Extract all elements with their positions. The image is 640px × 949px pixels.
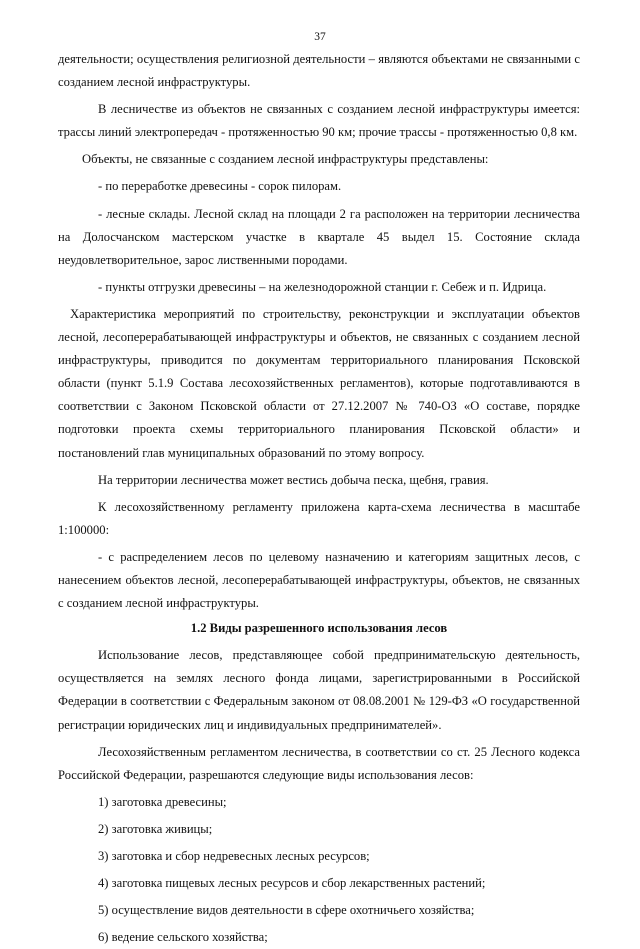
- section-heading: 1.2 Виды разрешенного использования лесов: [190, 621, 448, 636]
- list-item: 5) осуществление видов деятельности в сфере охотничьего хозяйства;: [98, 903, 475, 918]
- paragraph-characteristics: Характеристика мероприятий по строительству, реконструкции и эксплуатации объектов лесной, лесоперерабатывающей инфраструктуры и объектов, не связанных с созданием лесной инфраструктуры, приводится по документам территориального планирования Псковской области (пункт 5.1.9 Состава лесохозяйственных регламентов), которые подготавливаются в соответствии с Законом Псковской области от 27.12.2007 № 740-ОЗ «О составе, порядке подготовки проекта схемы территориального планирования Псковской области» и постановлений глав муниципальных образований по этому вопросу.: [58, 306, 580, 460]
- list-item-sawmills: - по переработке древесины - сорок пилорам.: [98, 179, 342, 194]
- list-item-shipping-points: - пункты отгрузки древесины – на железнодорожной станции г. Себеж и п. Идрица.: [98, 279, 547, 294]
- list-item: 3) заготовка и сбор недревесных лесных ресурсов;: [98, 849, 370, 863]
- paragraph-continuation: деятельности; осуществления религиозной деятельности – являются объектами не связанными с созданием лесной инфраструктуры.: [58, 52, 580, 90]
- paragraph-objects-intro: Объекты, не связанные с созданием лесной инфраструктуры представлены:: [82, 152, 489, 167]
- list-item: 4) заготовка пищевых лесных ресурсов и сбор лекарственных растений;: [98, 876, 486, 891]
- paragraph-map-contents: - с распределением лесов по целевому назначению и категориям защитных лесов, с нанесением объектов лесной, лесоперерабатывающей инфраструктуры, объектов, не связанных с созданием лесной инфраструктуры.: [58, 549, 580, 611]
- list-item: 2) заготовка живицы;: [98, 821, 213, 836]
- paragraph-map-scheme: К лесохозяйственному регламенту приложена карта-схема лесничества в масштабе 1:100000:: [58, 499, 580, 537]
- page-number: 37: [314, 31, 326, 43]
- list-item: 6) ведение сельского хозяйства;: [98, 930, 268, 945]
- list-item: 1) заготовка древесины;: [98, 794, 227, 809]
- paragraph-forest-use: Использование лесов, представляющее собой предпринимательскую деятельность, осуществляется на землях лесного фонда лицами, зарегистрированными в Российской Федерации в соответствии с Федеральным законом от 08.08.2001 № 129-ФЗ «О государственной регистрации юридических лиц и индивидуальных предпринимателей».: [58, 648, 580, 732]
- paragraph-allowed-uses: Лесохозяйственным регламентом лесничества, в соответствии со ст. 25 Лесного кодекса Российской Федерации, разрешаются следующие виды использования лесов:: [58, 744, 580, 782]
- paragraph-power-lines: В лесничестве из объектов не связанных с созданием лесной инфраструктуры имеется: трассы линий электропередач - протяженностью 90 км; прочие трассы - протяженностью 0,8 км.: [58, 102, 580, 140]
- list-item-warehouses: - лесные склады. Лесной склад на площади 2 га расположен на территории лесничества на Долосчанском мастерском участке в квартале 45 выдел 15. Состояние склада неудовлетворительное, зарос лиственными породами.: [58, 206, 580, 267]
- page-content: [58, 48, 580, 949]
- paragraph-mining: На территории лесничества может вестись добыча песка, щебня, гравия.: [98, 472, 489, 487]
